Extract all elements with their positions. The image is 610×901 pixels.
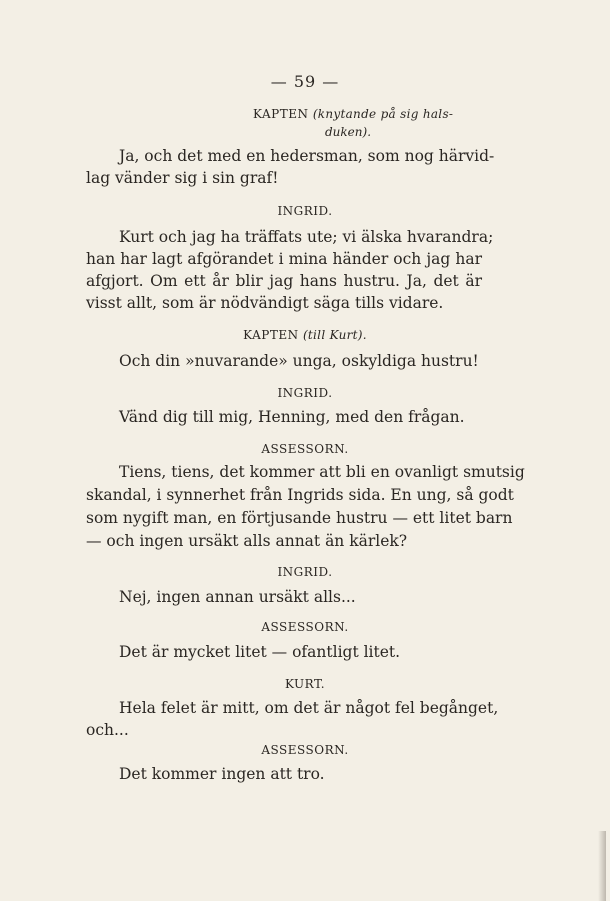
stage-direction: (till Kurt).	[302, 328, 367, 342]
dialogue-line: som nygift man, en förtjusande hustru — ett litet barn	[86, 509, 513, 527]
speaker-name: INGRID.	[277, 386, 333, 400]
speaker-name: KAPTEN	[243, 328, 299, 342]
dialogue-line: han har lagt afgörandet i mina händer och jag har	[86, 250, 482, 268]
dialogue-line: Vänd dig till mig, Henning, med den frågan.	[119, 408, 465, 426]
dialogue-line: lag vänder sig i sin graf!	[86, 169, 279, 187]
speaker-kurt	[0, 677, 610, 691]
speaker-name: ASSESSORN.	[261, 442, 349, 456]
speaker-assessorn	[0, 620, 610, 634]
dialogue-line: — och ingen ursäkt alls annat än kärlek?	[86, 532, 408, 550]
stage-direction-continued: duken).	[325, 125, 372, 139]
speaker-name: ASSESSORN.	[261, 620, 349, 634]
dialogue-line: Hela felet är mitt, om det är något fel begånget,	[119, 699, 499, 717]
dialogue-line: och...	[86, 721, 129, 739]
stage-direction: (knytande på sig hals-	[312, 107, 454, 121]
page-number: — 59 —	[270, 72, 340, 91]
speaker-name: KURT.	[284, 677, 326, 691]
speaker-kapten	[253, 107, 493, 121]
speaker-kapten	[0, 328, 610, 342]
dialogue-line: Ja, och det med en hedersman, som nog härvid-	[119, 147, 495, 165]
speaker-name: INGRID.	[277, 565, 333, 579]
speaker-ingrid	[0, 204, 610, 218]
dialogue-line: Och din »nuvarande» unga, oskyldiga hustru!	[119, 352, 479, 370]
dialogue-line: afgjort. Om ett år blir jag hans hustru. Ja, det är	[86, 272, 482, 290]
speaker-name: KAPTEN	[253, 107, 309, 121]
speaker-name: ASSESSORN.	[261, 743, 349, 757]
dialogue-line: Tiens, tiens, det kommer att bli en ovanligt smutsig	[119, 463, 525, 481]
dialogue-line: Det är mycket litet — ofantligt litet.	[119, 643, 401, 661]
dialogue-line: Det kommer ingen att tro.	[119, 765, 325, 783]
speaker-ingrid	[0, 565, 610, 579]
dialogue-line: visst allt, som är nödvändigt säga tills vidare.	[86, 294, 444, 312]
speaker-name: INGRID.	[277, 204, 333, 218]
dialogue-line: skandal, i synnerhet från Ingrids sida. En ung, så godt	[86, 486, 514, 504]
dialogue-line: Kurt och jag ha träffats ute; vi älska hvarandra;	[119, 228, 494, 246]
page-edge-shadow	[598, 831, 606, 901]
speaker-assessorn	[0, 442, 610, 456]
speaker-ingrid	[0, 386, 610, 400]
dialogue-line: Nej, ingen annan ursäkt alls...	[119, 588, 356, 606]
speaker-assessorn	[0, 743, 610, 757]
